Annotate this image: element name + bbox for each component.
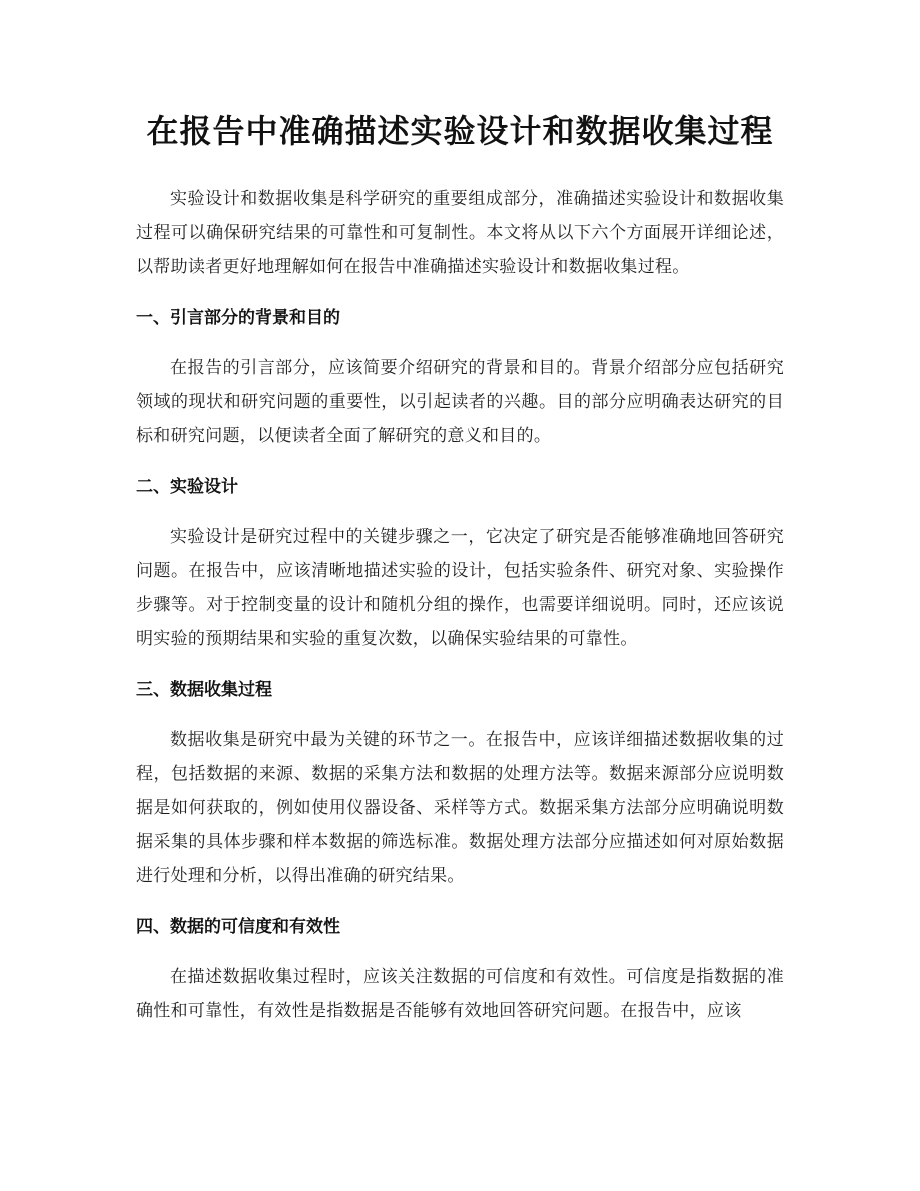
intro-paragraph: 实验设计和数据收集是科学研究的重要组成部分，准确描述实验设计和数据收集过程可以确保研究结果的可靠性和可复制性。本文将从以下六个方面展开详细论述，以帮助读者更好地理解如何在报告中准确描述实验设计和数据收集过程。 [136,189,784,277]
section-paragraph-experiment-design: 实验设计是研究过程中的关键步骤之一，它决定了研究是否能够准确地回答研究问题。在报告中，应该清晰地描述实验的设计，包括实验条件、研究对象、实验操作步骤等。对于控制变量的设计和随机分组的操作，也需要详细说明。同时，还应该说明实验的预期结果和实验的重复次数，以确保实验结果的可靠性。 [136,527,784,649]
document-title: 在报告中准确描述实验设计和数据收集过程 [146,112,774,150]
section-heading-data-collection: 三、数据收集过程 [136,680,272,700]
section-paragraph-background: 在报告的引言部分，应该简要介绍研究的背景和目的。背景介绍部分应包括研究领域的现状和研究问题的重要性，以引起读者的兴趣。目的部分应明确表达研究的目标和研究问题，以便读者全面了解研究的意义和目的。 [136,358,784,446]
section-heading-background: 一、引言部分的背景和目的 [136,308,340,328]
document-body [136,182,784,1028]
section-paragraph-data-reliability: 在描述数据收集过程时，应该关注数据的可信度和有效性。可信度是指数据的准确性和可靠性，有效性是指数据是否能够有效地回答研究问题。在报告中，应该 [136,967,784,1021]
section-paragraph-data-collection: 数据收集是研究中最为关键的环节之一。在报告中，应该详细描述数据收集的过程，包括数据的来源、数据的采集方法和数据的处理方法等。数据来源部分应说明数据是如何获取的，例如使用仪器设备、采样等方式。数据采集方法部分应明确说明数据采集的具体步骤和样本数据的筛选标准。数据处理方法部分应描述如何对原始数据进行处理和分析，以得出准确的研究结果。 [136,730,784,886]
section-heading-data-reliability: 四、数据的可信度和有效性 [136,917,340,937]
section-heading-experiment-design: 二、实验设计 [136,477,238,497]
